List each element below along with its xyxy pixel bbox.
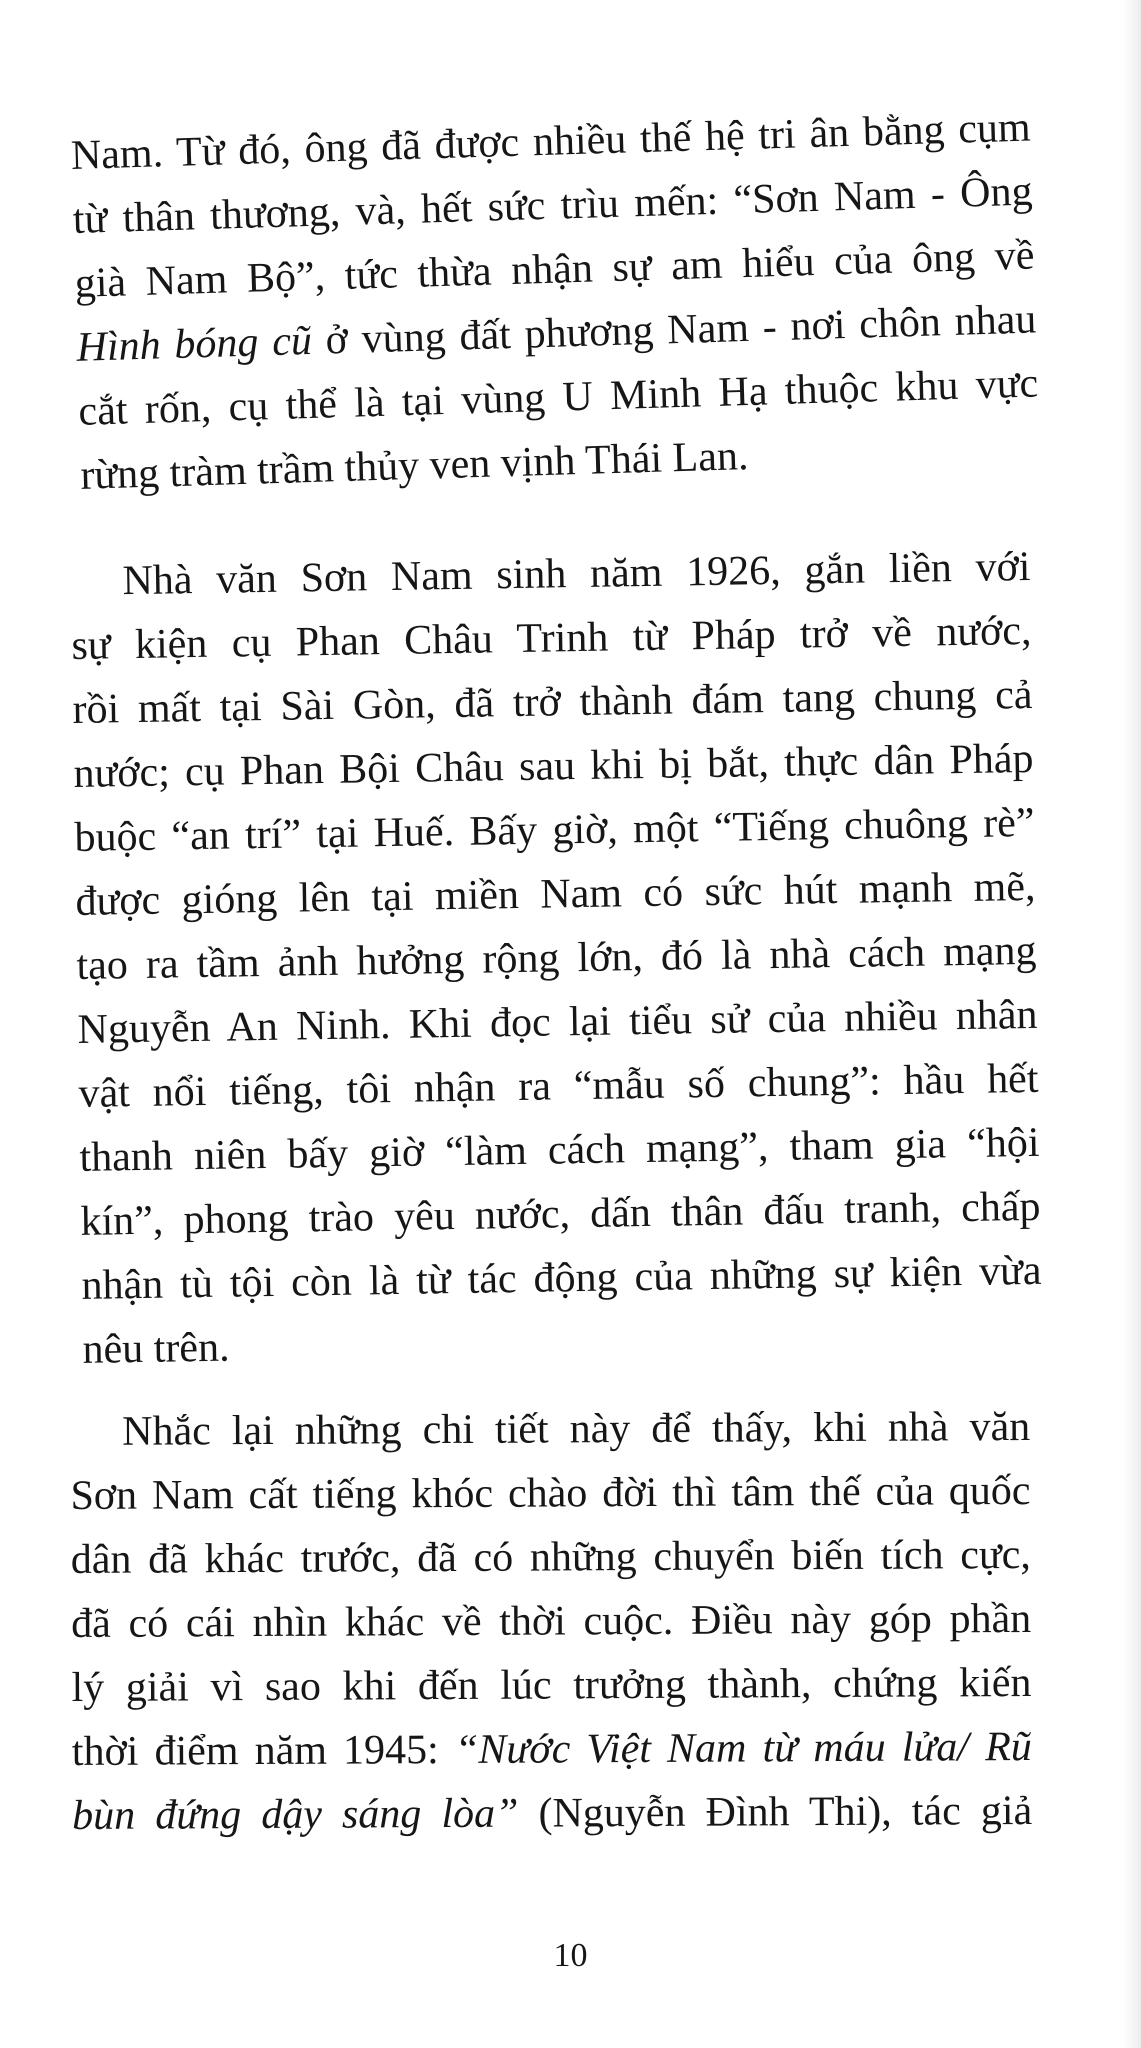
text-line: nước; cụ Phan Bội Châu sau khi bị bắt, thực dân Pháp <box>73 735 1034 797</box>
page-edge-shadow <box>1123 0 1141 2048</box>
text-line: từ thân thương, và, hết sức trìu mến: “Sơn Nam - Ông <box>72 168 1034 243</box>
paragraph-2 <box>70 535 1043 1382</box>
text-line: sự kiện cụ Phan Châu Trinh từ Pháp trở về nước, <box>71 607 1032 669</box>
text-line: thanh niên bấy giờ “làm cách mạng”, tham gia “hội <box>79 1119 1040 1181</box>
text-line: vật nổi tiếng, tôi nhận ra “mẫu số chung”: hầu hết <box>78 1055 1039 1117</box>
book-title-italic: Hình bóng cũ <box>75 317 313 371</box>
text-line: kín”, phong trào yêu nước, dấn thân đấu tranh, chấp <box>80 1183 1041 1245</box>
page-number: 10 <box>553 1937 588 1974</box>
poem-quote-italic: bùn đứng dậy sáng lòa” <box>72 1790 519 1839</box>
text-line-lead: thời điểm năm 1945: <box>71 1726 456 1775</box>
text-line: rừng tràm trầm thủy ven vịnh Thái Lan. <box>79 433 750 499</box>
text-line: nhận tù tội còn là từ tác động của những sự kiện vừa <box>81 1247 1042 1309</box>
text-line: rồi mất tại Sài Gòn, đã trở thành đám tang chung cả <box>72 671 1033 733</box>
poem-quote-italic: “Nước Việt Nam từ máu lửa/ Rũ <box>454 1723 1032 1773</box>
text-line: dân đã khác trước, đã có những chuyển biến tích cực, <box>70 1531 1031 1583</box>
text-line: Nhà văn Sơn Nam sinh năm 1926, gắn liền với <box>122 543 1031 605</box>
text-line-rest: (Nguyễn Đình Thi), tác giả <box>518 1787 1033 1837</box>
text-line: buộc “an trí” tại Huế. Bấy giờ, một “Tiếng chuông rè” <box>74 799 1035 861</box>
paragraph-1 <box>70 96 1041 508</box>
text-line: lý giải vì sao khi đến lúc trưởng thành, chứng kiến <box>71 1659 1032 1711</box>
text-line <box>72 1779 1032 1848</box>
text-line: được gióng lên tại miền Nam có sức hút mạnh mẽ, <box>75 863 1036 925</box>
text-line: đã có cái nhìn khác về thời cuộc. Điều này góp phần <box>71 1595 1032 1647</box>
text-line: Nguyễn An Ninh. Khi đọc lại tiểu sử của nhiều nhân <box>77 991 1038 1053</box>
text-line-rest: ở vùng đất phương Nam - nơi chôn nhau <box>324 296 1037 364</box>
text-line: Nhắc lại những chi tiết này để thấy, khi nhà văn <box>122 1403 1031 1455</box>
text-line: già Nam Bộ”, tức thừa nhận sự am hiểu của ông về <box>74 232 1036 307</box>
text-line: Sơn Nam cất tiếng khóc chào đời thì tâm thế của quốc <box>70 1467 1031 1519</box>
text-line: cắt rốn, cụ thể là tại vùng U Minh Hạ thuộc khu vực <box>77 360 1039 435</box>
text-line <box>72 1715 1032 1784</box>
text-line: tạo ra tầm ảnh hưởng rộng lớn, đó là nhà cách mạng <box>76 927 1037 989</box>
text-line: Nam. Từ đó, ông đã được nhiều thế hệ tri ân bằng cụm <box>70 104 1032 179</box>
text-line: nêu trên. <box>82 1324 230 1373</box>
paragraph-3 <box>70 1395 1032 1848</box>
